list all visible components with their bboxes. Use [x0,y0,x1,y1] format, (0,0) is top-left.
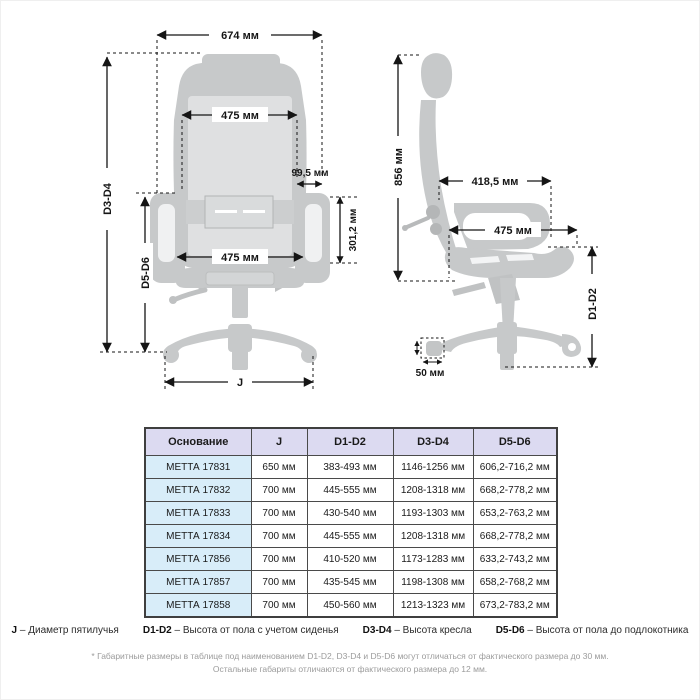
cell-value: 700 мм [251,571,307,594]
legend-item [12,625,119,636]
dim-rear-backrest-width-label: 475 мм [221,110,259,122]
cell-value: 668,2-778,2 мм [473,525,557,548]
cell-value: 410-520 мм [307,548,393,571]
cell-value: 606,2-716,2 мм [473,456,557,479]
legend-key: D1-D2 [142,625,172,636]
cell-value: 700 мм [251,594,307,618]
dim-rear-armrest-width-label: 99,5 мм [291,168,329,179]
cell-value: 653,2-763,2 мм [473,502,557,525]
legend-item [496,625,689,636]
cell-value: 700 мм [251,479,307,502]
side-lever [452,282,486,296]
cell-value: 673,2-783,2 мм [473,594,557,618]
rear-base-column [232,350,248,370]
side-seat-slot-right [506,254,534,261]
dim-side-seat-height-label: D1-D2 [587,288,599,320]
dim-rear-base-diameter-label: J [236,377,244,389]
rear-armrest-left-slot [158,204,175,262]
cell-model-name: МЕТТА 17857 [145,571,251,594]
header-base: Основание [145,428,251,456]
side-seat [445,247,574,279]
rear-lever-knob [169,296,177,304]
dim-rear-seat-width-label: 475 мм [221,252,259,264]
table-row [145,479,557,502]
cell-value: 445-555 мм [307,525,393,548]
legend-key: D3-D4 [362,625,392,636]
dim-rear-height-armrest-label: D5-D6 [140,257,152,289]
cell-value: 700 мм [251,525,307,548]
header-j: J [251,428,307,456]
cell-value: 430-540 мм [307,502,393,525]
side-base-leg-right [510,326,569,347]
rear-view-chair [150,54,330,370]
rear-base-hub [228,324,252,352]
footnote [0,650,700,676]
side-base-hub [497,322,517,354]
legend-desc: – Высота от пола с учетом сиденья [171,625,339,636]
side-headrest [421,53,452,98]
side-adjust-lever [407,218,428,227]
cell-value: 383-493 мм [307,456,393,479]
size-table-container [144,427,556,618]
header-d3-d4: D3-D4 [393,428,473,456]
rear-armrest-right-slot [305,204,322,262]
cell-model-name: МЕТТА 17832 [145,479,251,502]
side-caster-front [426,341,442,356]
cell-value: 700 мм [251,548,307,571]
footnote-line-1: * Габаритные размеры в таблице под наименованием D1-D2, D3-D4 и D5-D6 могут отличаться от фактического размера до 30 мм. [91,651,609,661]
cell-value: 1213-1323 мм [393,594,473,618]
dim-side-caster-size-label: 50 мм [415,368,445,379]
dim-rear-armrest-height-label: 301,2 мм [348,208,359,252]
cell-model-name: МЕТТА 17858 [145,594,251,618]
table-row [145,571,557,594]
rear-caster-left [163,347,179,363]
cell-model-name: МЕТТА 17834 [145,525,251,548]
legend-desc: – Высота кресла [391,625,472,636]
cell-value: 1193-1303 мм [393,502,473,525]
cell-value: 668,2-778,2 мм [473,479,557,502]
footnote-line-2: Остальные габариты отличаются от фактического размера до 12 мм. [212,664,488,674]
rear-lumbar-slot-right [243,210,265,213]
rear-gas-lift [232,286,248,318]
dim-rear-armrest-height [330,197,359,263]
cell-value: 435-545 мм [307,571,393,594]
cell-model-name: МЕТТА 17831 [145,456,251,479]
side-view-chair [402,53,581,370]
cell-value: 650 мм [251,456,307,479]
rear-lever [176,290,205,299]
table-row [145,525,557,548]
table-row [145,456,557,479]
header-d5-d6: D5-D6 [473,428,557,456]
side-adjust-lever-knob [402,225,408,231]
header-d1-d2: D1-D2 [307,428,393,456]
dim-side-back-height-label: 856 мм [393,148,405,186]
legend [0,625,700,636]
cell-value: 1208-1318 мм [393,525,473,548]
cell-value: 700 мм [251,502,307,525]
table-header-row [145,428,557,456]
table-row [145,594,557,618]
table-row [145,502,557,525]
side-knob-upper [426,205,440,219]
legend-key: J [11,625,18,636]
rear-caster-right [301,347,317,363]
cell-value: 1146-1256 мм [393,456,473,479]
legend-item [143,625,339,636]
dim-rear-height-total-label: D3-D4 [102,183,114,215]
size-table-body [145,456,557,618]
side-knob-lower [430,223,442,235]
dim-side-armrest-depth-label: 418,5 мм [471,176,519,188]
cell-value: 1208-1318 мм [393,479,473,502]
cell-value: 450-560 мм [307,594,393,618]
legend-desc: – Высота от пола до подлокотника [524,625,689,636]
cell-value: 1198-1308 мм [393,571,473,594]
table-row [145,548,557,571]
side-caster-rear-hole [568,343,576,351]
cell-value: 445-555 мм [307,479,393,502]
size-table [144,427,558,618]
rear-lumbar-slot-left [215,210,237,213]
cell-model-name: МЕТТА 17856 [145,548,251,571]
cell-value: 633,2-743,2 мм [473,548,557,571]
cell-value: 658,2-768,2 мм [473,571,557,594]
rear-seat-strip [206,272,274,285]
legend-desc: – Диаметр пятилучья [17,625,119,636]
dim-rear-total-width-label: 674 мм [221,30,259,42]
dim-side-seat-depth-label: 475 мм [494,225,532,237]
cell-value: 1173-1283 мм [393,548,473,571]
legend-item [363,625,472,636]
cell-model-name: МЕТТА 17833 [145,502,251,525]
legend-key: D5-D6 [495,625,525,636]
